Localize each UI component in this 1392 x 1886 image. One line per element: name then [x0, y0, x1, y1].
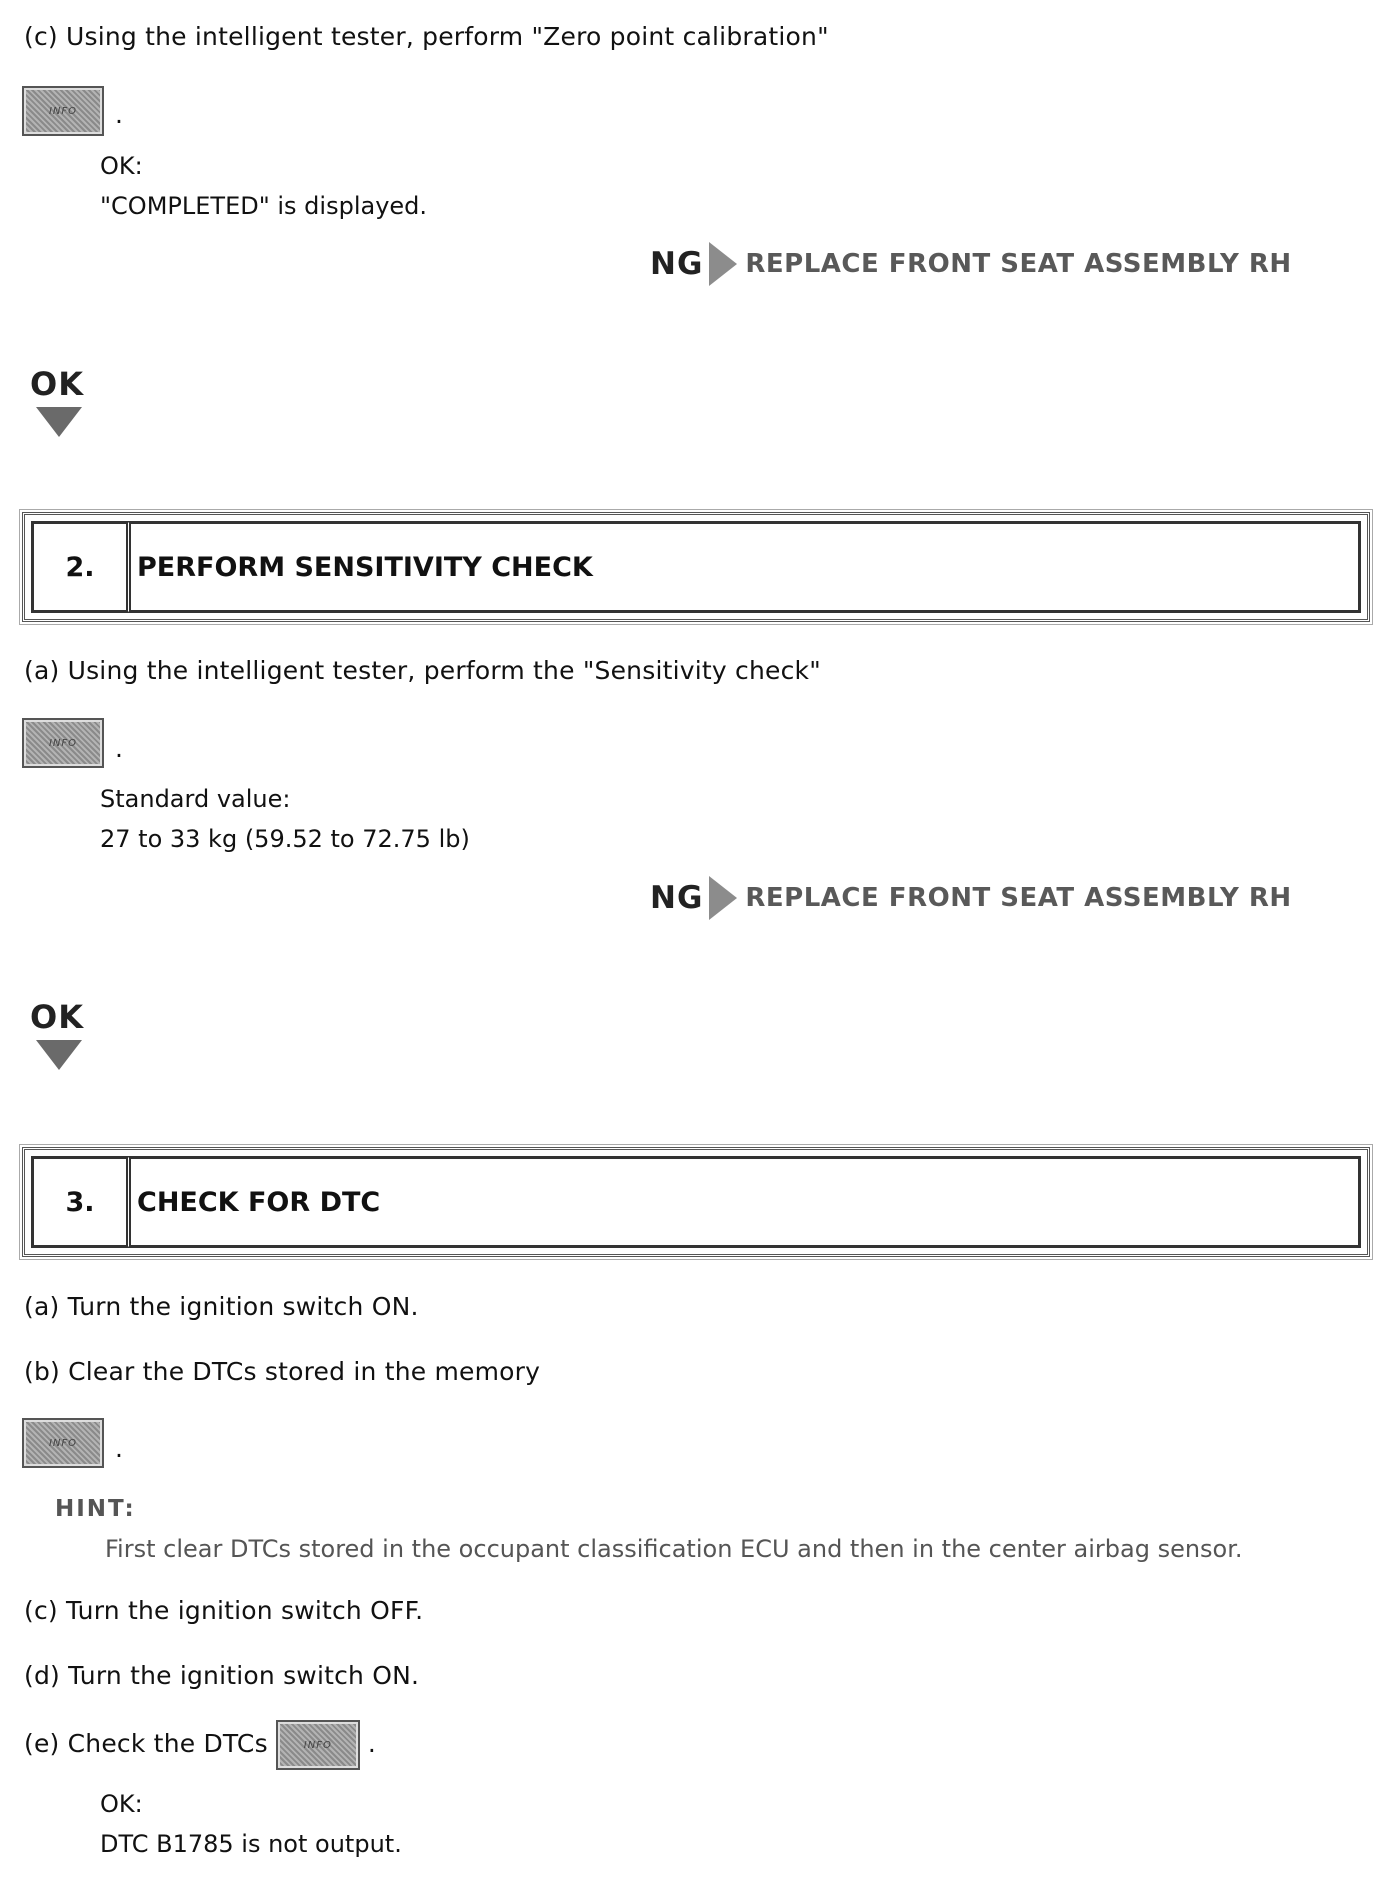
info-button[interactable]: [22, 86, 104, 136]
section-header-2: [22, 512, 1370, 622]
ok-label: OK:: [100, 1790, 143, 1818]
period: .: [115, 100, 123, 129]
info-label: INFO: [48, 737, 78, 749]
ng-label: NG: [650, 880, 704, 916]
ng-action-link[interactable]: REPLACE FRONT SEAT ASSEMBLY RH: [745, 249, 1292, 279]
hint-text: First clear DTCs stored in the occupant classification ECU and then in the center airbag sensor.: [105, 1535, 1243, 1563]
down-arrow-icon: [36, 1040, 82, 1070]
right-arrow-icon: [709, 242, 737, 286]
section-number: 2.: [31, 521, 131, 613]
period: .: [115, 734, 123, 763]
step-a-sensitivity: (a) Using the intelligent tester, perform the "Sensitivity check": [24, 656, 821, 685]
hint-label: HINT:: [55, 1496, 136, 1522]
period: .: [115, 1434, 123, 1463]
section-title: PERFORM SENSITIVITY CHECK: [131, 521, 1361, 613]
step-c-zero-point: (c) Using the intelligent tester, perform "Zero point calibration": [24, 22, 829, 51]
step-a-ignition-on: (a) Turn the ignition switch ON.: [24, 1292, 419, 1321]
period: .: [367, 1728, 376, 1758]
ok-criteria: "COMPLETED" is displayed.: [100, 192, 428, 220]
section-header-3: [22, 1147, 1370, 1257]
ng-branch[interactable]: [650, 876, 1292, 920]
ok-criteria: DTC B1785 is not output.: [100, 1830, 402, 1858]
ok-label: OK:: [100, 152, 143, 180]
down-arrow-icon: [36, 407, 82, 437]
ok-text: OK: [30, 998, 84, 1036]
ng-label: NG: [650, 246, 704, 282]
info-button[interactable]: [276, 1720, 360, 1766]
standard-value-label: Standard value:: [100, 785, 291, 813]
info-button-face[interactable]: [276, 1720, 360, 1770]
step-e-text: (e) Check the DTCs: [24, 1728, 268, 1758]
step-c-ignition-off: (c) Turn the ignition switch OFF.: [24, 1596, 424, 1625]
step-b-clear-dtcs: (b) Clear the DTCs stored in the memory: [24, 1357, 541, 1386]
ok-marker: [30, 998, 90, 1070]
info-label: INFO: [48, 105, 78, 117]
section-number: 3.: [31, 1156, 131, 1248]
info-label: INFO: [303, 1739, 332, 1751]
step-d-ignition-on: (d) Turn the ignition switch ON.: [24, 1661, 420, 1690]
ng-action-link[interactable]: REPLACE FRONT SEAT ASSEMBLY RH: [745, 883, 1292, 913]
ok-marker: [30, 365, 90, 437]
ng-branch[interactable]: [650, 242, 1292, 286]
ok-text: OK: [30, 365, 84, 403]
info-button[interactable]: [22, 1418, 104, 1468]
standard-value: 27 to 33 kg (59.52 to 72.75 lb): [100, 825, 470, 853]
section-title: CHECK FOR DTC: [131, 1156, 1361, 1248]
info-button[interactable]: [22, 718, 104, 768]
step-e-check-dtcs: [24, 1720, 376, 1766]
info-label: INFO: [48, 1437, 78, 1449]
right-arrow-icon: [709, 876, 737, 920]
